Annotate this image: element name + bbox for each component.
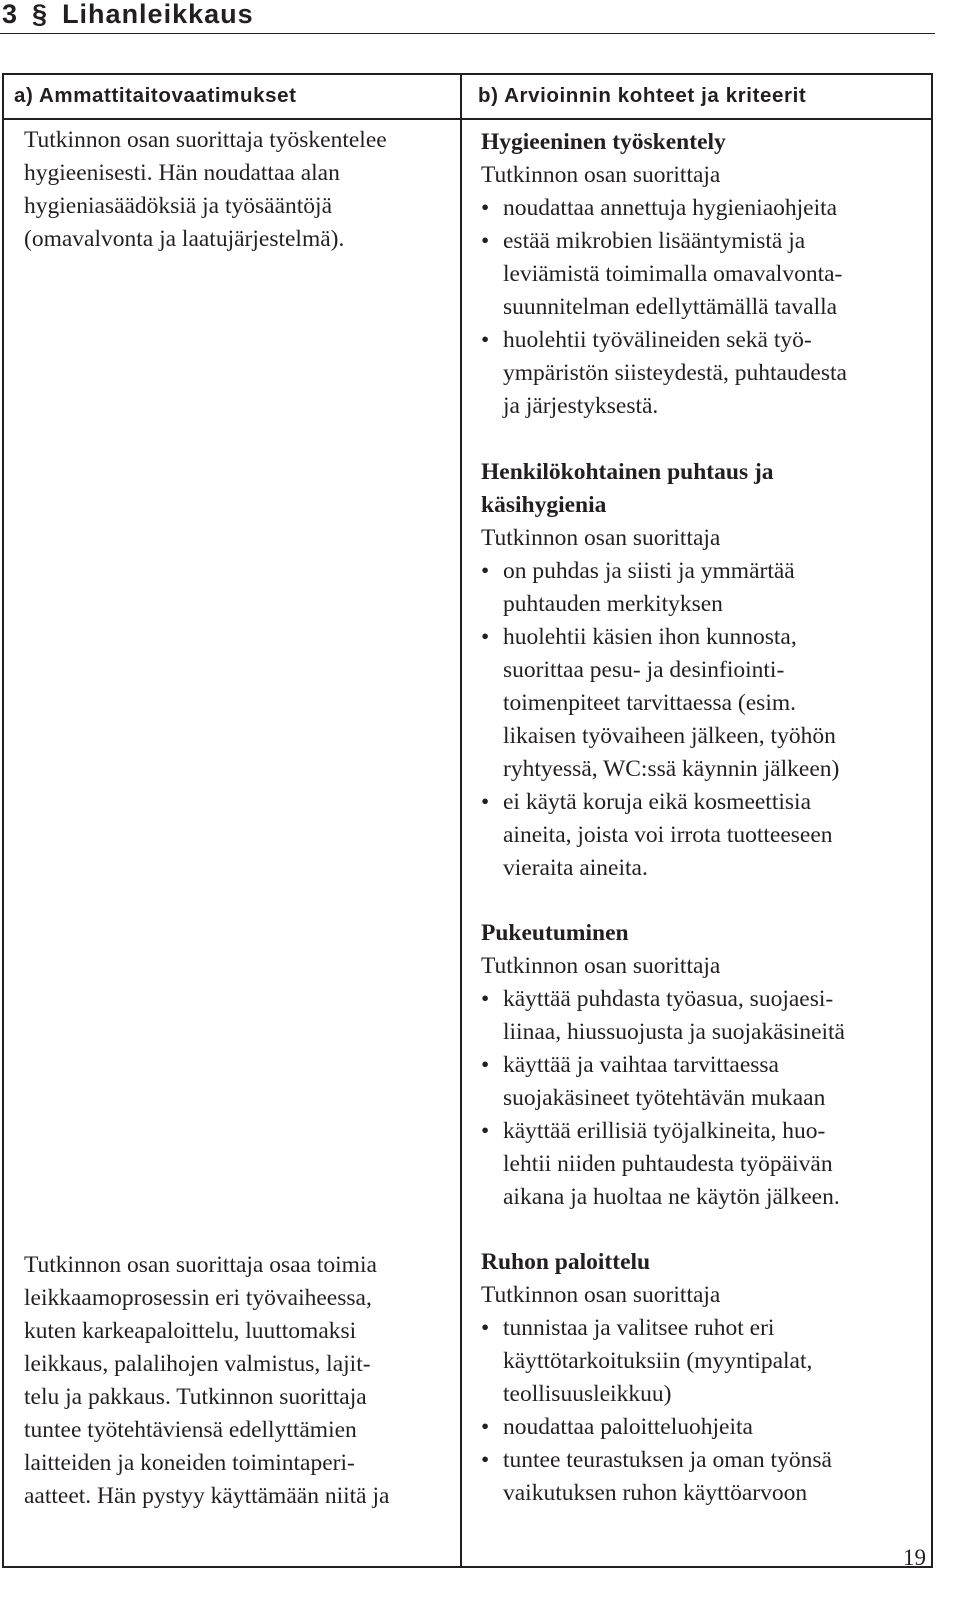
requirement-text-2 [24, 1249, 454, 1513]
section-sign: § [32, 0, 49, 29]
bullet-item [481, 1444, 921, 1510]
heading-number: 3 [2, 0, 19, 29]
bullet-line: huolehtii käsien ihon kunnosta, [503, 624, 797, 650]
section-subject: Tutkinnon osan suorittaja [481, 162, 721, 188]
bullet-line: tunnistaa ja valitsee ruhot eri [503, 1315, 775, 1341]
bullet-line: ei käytä koruja eikä kosmeettisia [503, 789, 812, 815]
text-line: (omavalvonta ja laatujärjestelmä). [24, 226, 345, 252]
bullet-icon: • [481, 1414, 490, 1440]
bullet-icon: • [481, 327, 490, 353]
text-line: leikkaamoprosessin eri työvaiheessa, [24, 1285, 372, 1311]
page-heading [0, 0, 935, 34]
bullet-line: noudattaa paloitteluohjeita [503, 1414, 753, 1440]
bullet-icon: • [481, 1118, 490, 1144]
section-title: Ruhon paloittelu [481, 1249, 651, 1275]
column-header-b: b) Arvioinnin kohteet ja kriteerit [478, 84, 807, 107]
column-divider [460, 73, 462, 1568]
bullet-item [481, 1049, 921, 1115]
section-personal-hygiene [481, 456, 921, 885]
bullet-line: käyttötarkoituksiin (myyntipalat, [503, 1348, 813, 1374]
bullet-icon: • [481, 1447, 490, 1473]
text-line: hygieenisesti. Hän noudattaa alan [24, 160, 340, 186]
text-line: Tutkinnon osan suorittaja työskentelee [24, 127, 387, 153]
text-line: hygieniasäädöksiä ja työsääntöjä [24, 193, 333, 219]
text-line: kuten karkeapaloittelu, luuttomaksi [24, 1318, 357, 1344]
bullet-line: suunnitelman edellyttämällä tavalla [503, 294, 838, 320]
bullet-line: suorittaa pesu- ja desinfiointi- [503, 657, 785, 683]
heading-title: Lihanleikkaus [62, 0, 254, 29]
text-line: laitteiden ja koneiden toimintaperi- [24, 1450, 355, 1476]
bullet-icon: • [481, 195, 490, 221]
bullet-item [481, 324, 921, 423]
bullet-icon: • [481, 228, 490, 254]
text-line: telu ja pakkaus. Tutkinnon suorittaja [24, 1384, 367, 1410]
bullet-line: on puhdas ja siisti ja ymmärtää [503, 558, 795, 584]
bullet-line: leviämistä toimimalla omavalvonta- [503, 261, 843, 287]
section-clothing [481, 917, 921, 1214]
section-title: Hygieeninen työskentely [481, 129, 726, 155]
section-subject: Tutkinnon osan suorittaja [481, 525, 721, 551]
bullet-item [481, 1312, 921, 1411]
text-line: Tutkinnon osan suorittaja osaa toimia [24, 1252, 377, 1278]
page-number: 19 [903, 1545, 926, 1570]
bullet-icon: • [481, 986, 490, 1012]
bullet-line: käyttää erillisiä työjalkineita, huo- [503, 1118, 826, 1144]
bullet-line: ympäristön siisteydestä, puhtaudesta [503, 360, 847, 386]
header-divider [2, 118, 933, 120]
text-line: aatteet. Hän pystyy käyttämään niitä ja [24, 1483, 390, 1509]
section-subject: Tutkinnon osan suorittaja [481, 1282, 721, 1308]
bullet-item [481, 1411, 921, 1444]
bullet-line: ja järjestyksestä. [503, 393, 659, 419]
bullet-line: puhtauden merkityksen [503, 591, 723, 617]
bullet-icon: • [481, 1052, 490, 1078]
bullet-item [481, 225, 921, 324]
bullet-item [481, 1115, 921, 1214]
bullet-line: vieraita aineita. [503, 855, 648, 881]
bullet-line: noudattaa annettuja hygieniaohjeita [503, 195, 838, 221]
bullet-icon: • [481, 558, 490, 584]
column-header-a: a) Ammattitaitovaatimukset [14, 84, 297, 107]
section-title: käsihygienia [481, 492, 607, 518]
bullet-line: aineita, joista voi irrota tuotteeseen [503, 822, 833, 848]
bullet-item [481, 786, 921, 885]
bullet-item [481, 621, 921, 786]
bullet-item [481, 983, 921, 1049]
bullet-icon: • [481, 789, 490, 815]
section-title: Pukeutuminen [481, 920, 629, 946]
text-line: leikkaus, palalihojen valmistus, lajit- [24, 1351, 371, 1377]
section-subject: Tutkinnon osan suorittaja [481, 953, 721, 979]
bullet-item [481, 555, 921, 621]
bullet-line: estää mikrobien lisääntymistä ja [503, 228, 806, 254]
bullet-line: ryhtyessä, WC:ssä käynnin jälkeen) [503, 756, 840, 782]
bullet-icon: • [481, 1315, 490, 1341]
bullet-line: käyttää puhdasta työasua, suojaesi- [503, 986, 834, 1012]
bullet-line: tuntee teurastuksen ja oman työnsä [503, 1447, 832, 1473]
text-line: tuntee työtehtäviensä edellyttämien [24, 1417, 357, 1443]
bullet-line: toimenpiteet tarvittaessa (esim. [503, 690, 797, 716]
section-title: Henkilökohtainen puhtaus ja [481, 459, 774, 485]
requirement-text-1 [24, 124, 454, 256]
bullet-line: aikana ja huoltaa ne käytön jälkeen. [503, 1184, 840, 1210]
section-carcass-cutting [481, 1246, 921, 1510]
bullet-line: teollisuusleikkuu) [503, 1381, 672, 1407]
bullet-icon: • [481, 624, 490, 650]
bullet-line: likaisen työvaiheen jälkeen, työhön [503, 723, 836, 749]
bullet-line: käyttää ja vaihtaa tarvittaessa [503, 1052, 779, 1078]
bullet-line: lehtii niiden puhtaudesta työpäivän [503, 1151, 833, 1177]
bullet-item [481, 192, 921, 225]
bullet-line: huolehtii työvälineiden sekä työ- [503, 327, 812, 353]
bullet-line: suojakäsineet työtehtävän mukaan [503, 1085, 826, 1111]
bullet-line: liinaa, hiussuojusta ja suojakäsineitä [503, 1019, 845, 1045]
section-hygiene-work [481, 126, 921, 423]
bullet-line: vaikutuksen ruhon käyttöarvoon [503, 1480, 808, 1506]
